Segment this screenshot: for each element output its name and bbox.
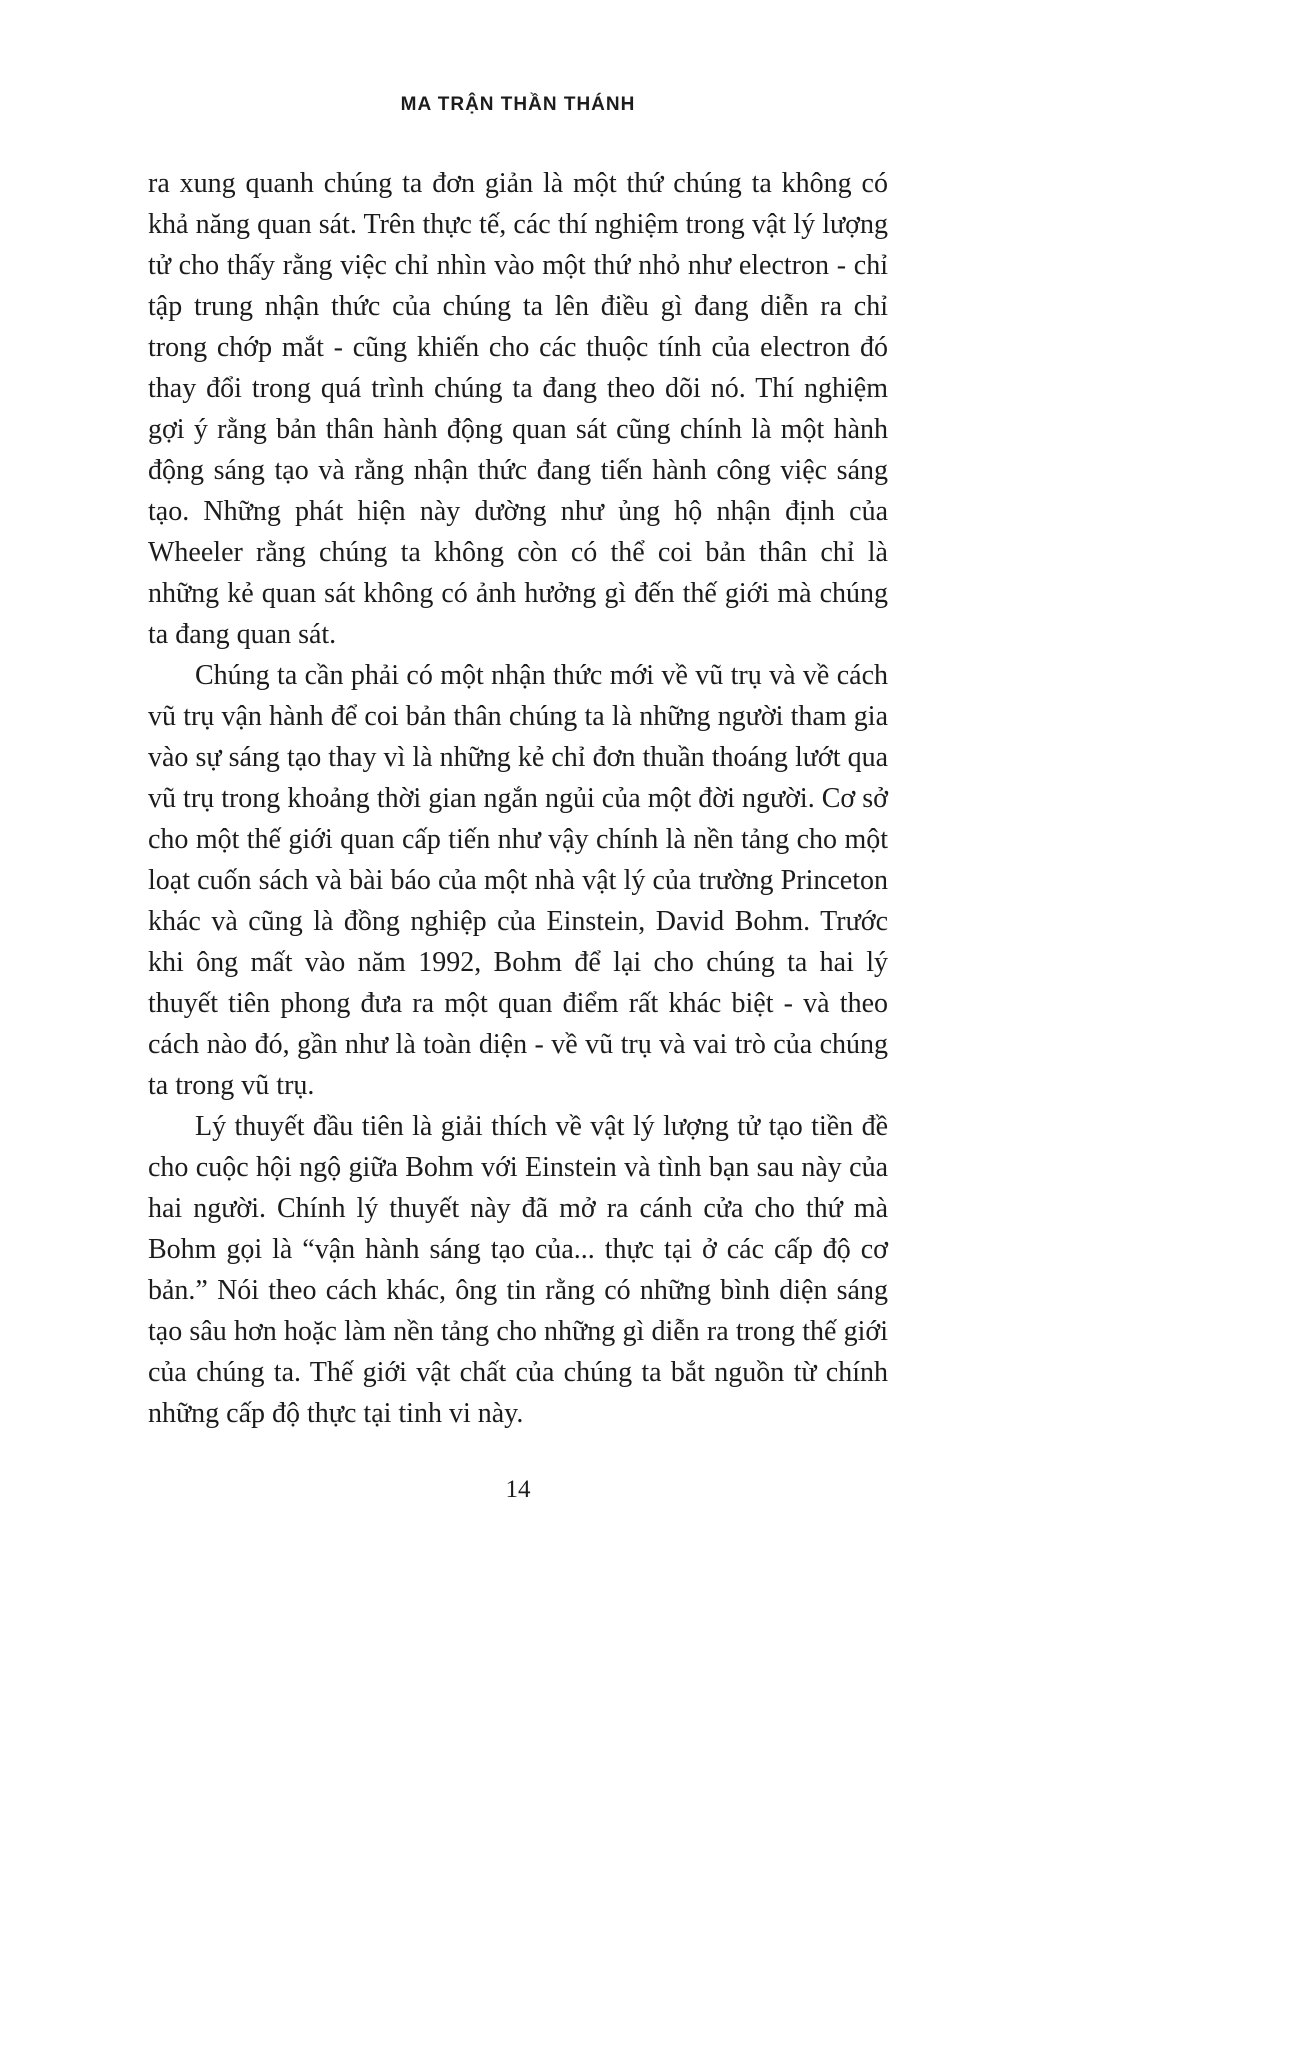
running-header-title: MA TRẬN THẦN THÁNH [400, 94, 636, 115]
page-number: 14 [505, 1476, 531, 1503]
paragraph-continuation: ra xung quanh chúng ta đơn giản là một thứ chúng ta không có khả năng quan sát. Trên thực tế, các thí nghiệm trong vật lý lượng tử cho thấy rằng việc chỉ nhìn vào một thứ nhỏ như electron - chỉ tập trung nhận thức của chúng ta lên điều gì đang diễn ra chỉ trong chớp mắt - cũng khiến cho các thuộc tính của electron đó thay đổi trong quá trình chúng ta đang theo dõi nó. Thí nghiệm gợi ý rằng bản thân hành động quan sát cũng chính là một hành động sáng tạo và rằng nhận thức đang tiến hành công việc sáng tạo. Những phát hiện này dường như ủng hộ nhận định của Wheeler rằng chúng ta không còn có thể coi bản thân chỉ là những kẻ quan sát không có ảnh hưởng gì đến thế giới mà chúng ta đang quan sát. [148, 168, 888, 650]
paragraph-3: Lý thuyết đầu tiên là giải thích về vật lý lượng tử tạo tiền đề cho cuộc hội ngộ giữa Bohm với Einstein và tình bạn sau này của hai người. Chính lý thuyết này đã mở ra cánh cửa cho thứ mà Bohm gọi là “vận hành sáng tạo của... thực tại ở các cấp độ cơ bản.” Nói theo cách khác, ông tin rằng có những bình diện sáng tạo sâu hơn hoặc làm nền tảng cho những gì diễn ra trong thế giới của chúng ta. Thế giới vật chất của chúng ta bắt nguồn từ chính những cấp độ thực tại tinh vi này. [148, 1111, 888, 1429]
paragraph-2: Chúng ta cần phải có một nhận thức mới về vũ trụ và về cách vũ trụ vận hành để coi bản thân chúng ta là những người tham gia vào sự sáng tạo thay vì là những kẻ chỉ đơn thuần thoáng lướt qua vũ trụ trong khoảng thời gian ngắn ngủi của một đời người. Cơ sở cho một thế giới quan cấp tiến như vậy chính là nền tảng cho một loạt cuốn sách và bài báo của một nhà vật lý của trường Princeton khác và cũng là đồng nghiệp của Einstein, David Bohm. Trước khi ông mất vào năm 1992, Bohm để lại cho chúng ta hai lý thuyết tiên phong đưa ra một quan điểm rất khác biệt - và theo cách nào đó, gần như là toàn diện - về vũ trụ và vai trò của chúng ta trong vũ trụ. [148, 660, 888, 1101]
page-body-text [148, 163, 888, 1434]
